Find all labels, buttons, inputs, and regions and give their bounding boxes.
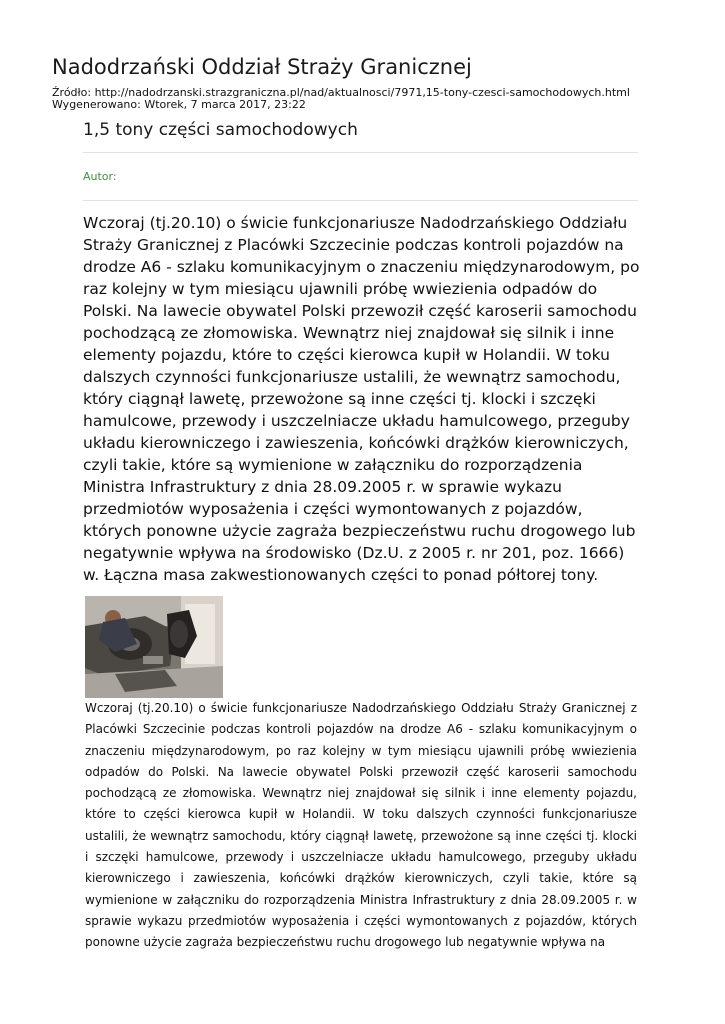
- article-body: Wczoraj (tj.20.10) o świcie funkcjonariusze Nadodrzańskiego Oddziału Straży Granicznej z Placówki Szczecinie podczas kontroli pojazdów na drodze A6 - szlaku komunikacyjnym o znaczeniu międzynarodowym, po raz kolejny w tym miesiącu ujawnili próbę wwiezienia odpadów do Polski. Na lawecie obywatel Polski przewoził część karoserii samochodu pochodzącą ze złomowiska. Wewnątrz niej znajdował się silnik i inne elementy pojazdu, które to części kierowca kupił w Holandii. W toku dalszych czynności funkcjonariusze ustalili, że wewnątrz samochodu, który ciągnął lawetę, przewożone są inne części tj. klocki i szczęki hamulcowe, przewody i uszczelniacze układu hamulcowego, przeguby układu kierowniczego i zawieszenia, końcówki drążków kierowniczych, czyli takie, które są wymienione w załączniku do rozporządzenia Ministra Infrastruktury z dnia 28.09.2005 r. w sprawie wykazu przedmiotów wyposażenia i części wymontowanych z pojazdów, których ponowne użycie zagraża bezpieczeństwu ruchu drogowego lub negatywnie wpływa na: [85, 701, 637, 950]
- document-meta: [52, 87, 630, 111]
- source-url-line: Źródło: http://nadodrzanski.strazgraniczna.pl/nad/aktualnosci/7971,15-tony-czesci-samochodowych.html: [52, 86, 630, 99]
- divider-bottom: [83, 200, 638, 201]
- divider-top: [83, 152, 638, 153]
- generated-date-line: Wygenerowano: Wtorek, 7 marca 2017, 23:22: [52, 98, 306, 111]
- author-label: Autor:: [83, 170, 117, 183]
- site-title: Nadodrzański Oddział Straży Granicznej: [52, 55, 472, 79]
- article-lead: Wczoraj (tj.20.10) o świcie funkcjonariusze Nadodrzańskiego Oddziału Straży Granicznej z Placówki Szczecinie podczas kontroli pojazdów na drodze A6 - szlaku komunikacyjnym o znaczeniu międzynarodowym, po raz kolejny w tym miesiącu ujawnili próbę wwiezienia odpadów do Polski. Na lawecie obywatel Polski przewoził część karoserii samochodu pochodzącą ze złomowiska. Wewnątrz niej znajdował się silnik i inne elementy pojazdu, które to części kierowca kupił w Holandii. W toku dalszych czynności funkcjonariusze ustalili, że wewnątrz samochodu, który ciągnął lawetę, przewożone są inne części tj. klocki i szczęki hamulcowe, przewody i uszczelniacze układu hamulcowego, przeguby układu kierowniczego i zawieszenia, końcówki drążków kierowniczych, czyli takie, które są wymienione w załączniku do rozporządzenia Ministra Infrastruktury z dnia 28.09.2005 r. w sprawie wykazu przedmiotów wyposażenia i części wymontowanych z pojazdów, których ponowne użycie zagraża bezpieczeństwu ruchu drogowego lub negatywnie wpływa na środowisko (Dz.U. z 2005 r. nr 201, poz. 1666) w. Łączna masa zakwestionowanych części to ponad półtorej tony.: [83, 214, 640, 584]
- article-photo: [85, 596, 223, 698]
- photo-illustration: [85, 596, 223, 698]
- article-title: 1,5 tony części samochodowych: [83, 120, 358, 140]
